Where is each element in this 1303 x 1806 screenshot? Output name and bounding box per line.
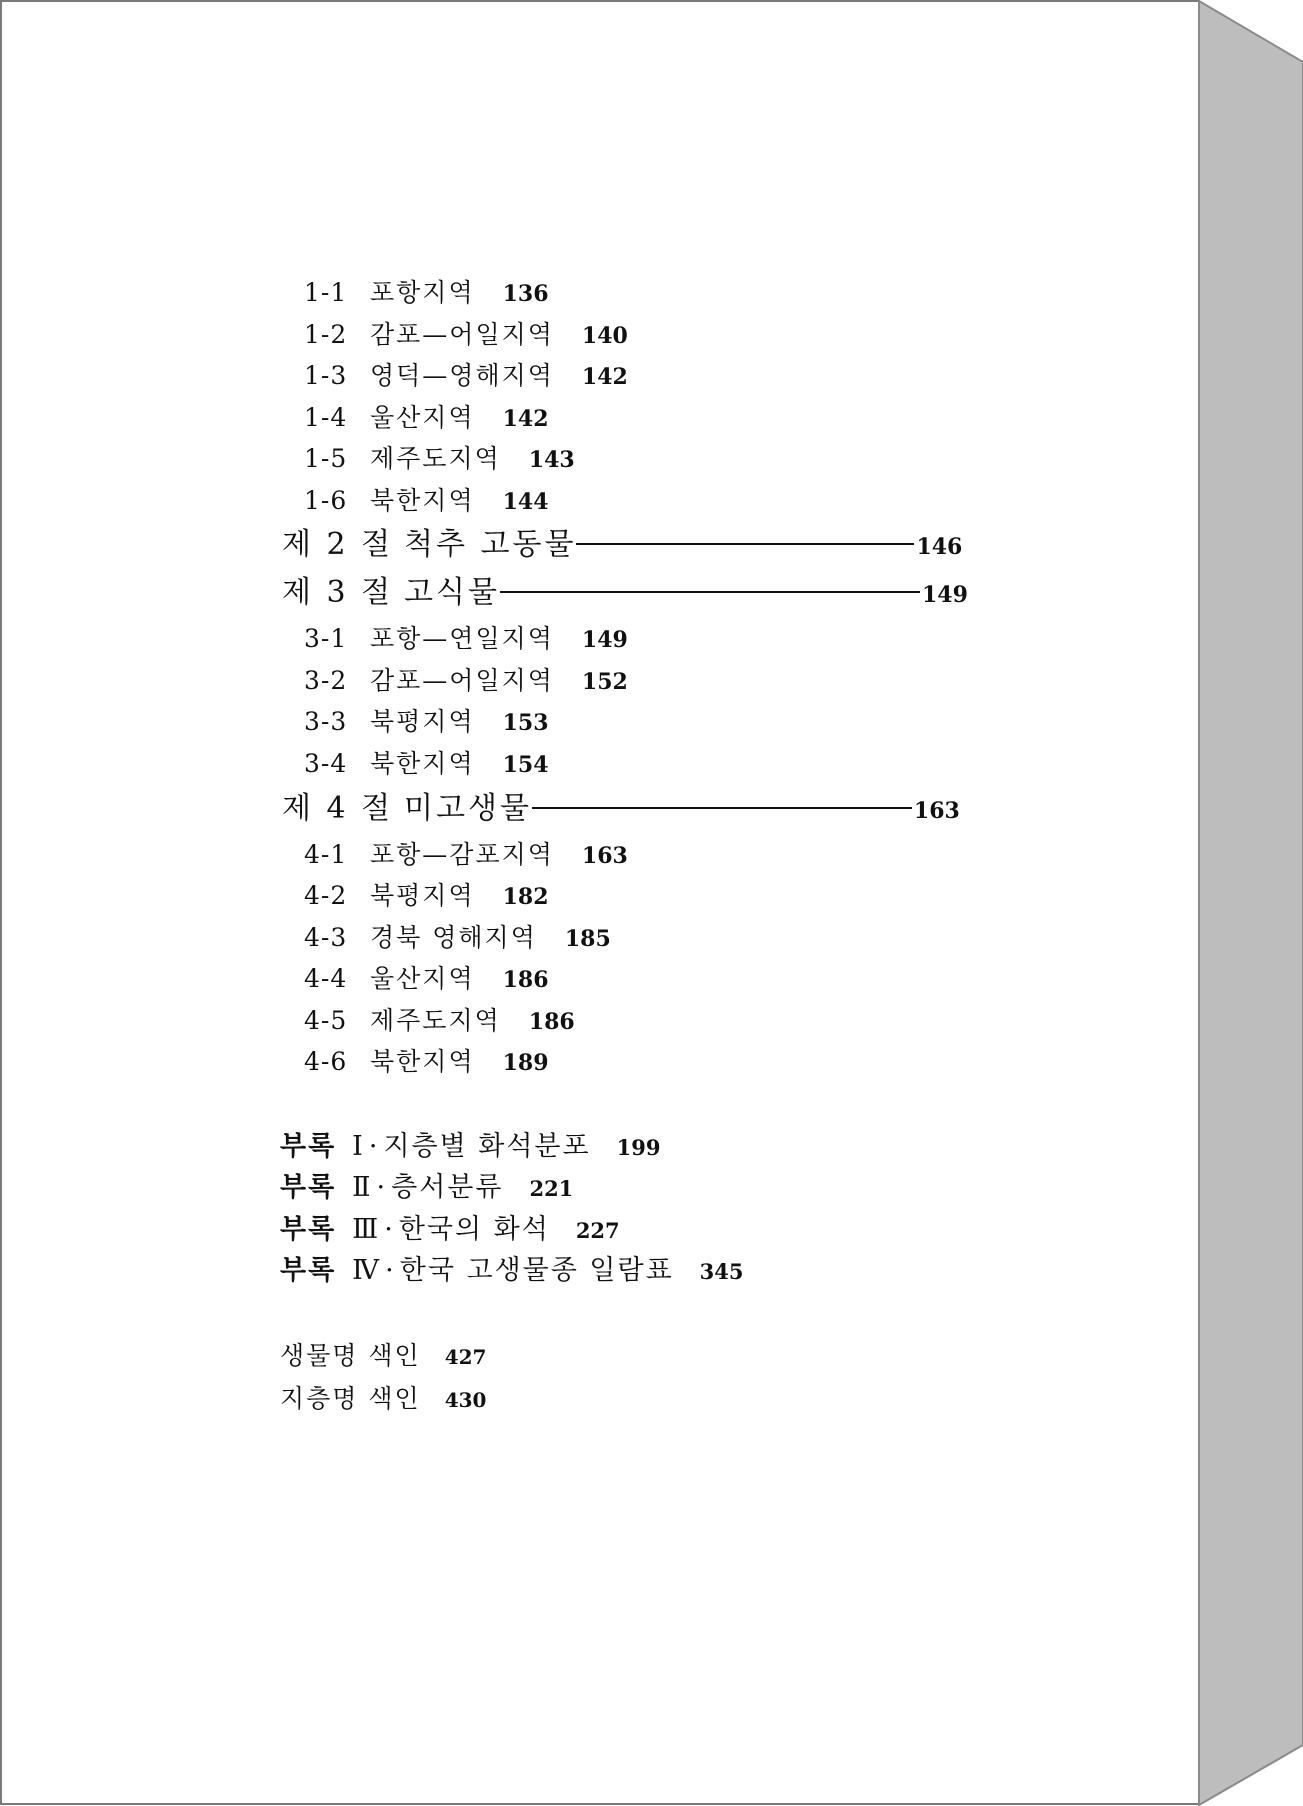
- appendix-label: 부록: [280, 1131, 337, 1162]
- section-title: 미고생물: [404, 791, 532, 826]
- entry-number: 4-2: [304, 881, 348, 910]
- appendix-title: 지층별 화석분포: [383, 1131, 591, 1162]
- dot-leader: [500, 591, 920, 593]
- toc-entry: [304, 280, 549, 305]
- entry-number: 3-4: [304, 749, 348, 778]
- entry-number: 4-5: [304, 1006, 348, 1035]
- toc-entry: [304, 1008, 575, 1033]
- section-title: 척추 고동물: [404, 527, 577, 562]
- toc-entry: [304, 966, 549, 991]
- entry-number: 3-3: [304, 707, 348, 736]
- entry-title: 제주도지역: [370, 1006, 501, 1035]
- index-title: 생물명 색인: [280, 1341, 421, 1370]
- entry-number: 1-3: [304, 361, 348, 390]
- appendix-label: 부록: [280, 1214, 337, 1245]
- entry-title: 포항지역: [370, 278, 475, 307]
- entry-title: 북평지역: [370, 707, 475, 736]
- toc-entry: [304, 1049, 549, 1074]
- entry-title: 울산지역: [370, 403, 475, 432]
- section-title: 고식물: [404, 575, 500, 610]
- entry-page: 152: [581, 669, 628, 695]
- entry-page: 154: [502, 752, 549, 778]
- section-label: 제 2 절: [282, 527, 394, 562]
- entry-page: 149: [581, 627, 628, 653]
- toc-entry: [304, 668, 628, 693]
- dot-leader: [532, 807, 912, 809]
- book-side-edge: [1199, 1, 1303, 1805]
- entry-title: 북한지역: [370, 486, 475, 515]
- entry-page: 182: [502, 884, 549, 910]
- appendix-numeral: Ⅲ: [352, 1214, 379, 1245]
- entry-page: 185: [564, 926, 611, 952]
- entry-title: 영덕—영해지역: [370, 361, 554, 390]
- appendix-page: 199: [616, 1135, 661, 1160]
- toc-entry: [304, 709, 549, 734]
- appendix-title: 층서분류: [391, 1172, 504, 1203]
- section-page: 146: [916, 534, 963, 560]
- section-label: 제 4 절: [282, 791, 394, 826]
- section-page: 149: [921, 582, 968, 608]
- index-title: 지층명 색인: [280, 1384, 421, 1413]
- appendix-entry: [280, 1257, 744, 1284]
- separator-dot: ·: [376, 1172, 386, 1203]
- toc-entry: [304, 883, 549, 908]
- appendix-page: 221: [529, 1176, 574, 1201]
- section-heading: [282, 791, 960, 826]
- appendix-numeral: Ⅰ: [352, 1131, 363, 1162]
- appendix-numeral: Ⅱ: [352, 1172, 371, 1203]
- entry-title: 포항—연일지역: [370, 624, 554, 653]
- entry-page: 140: [581, 323, 628, 349]
- entry-number: 4-3: [304, 923, 348, 952]
- entry-number: 1-1: [304, 278, 348, 307]
- appendix-title: 한국의 화석: [398, 1214, 550, 1245]
- index-entry: [280, 1343, 486, 1368]
- entry-page: 144: [502, 489, 549, 515]
- entry-number: 4-1: [304, 840, 348, 869]
- entry-number: 4-4: [304, 964, 348, 993]
- entry-number: 3-1: [304, 624, 348, 653]
- section-heading: [282, 527, 963, 562]
- appendix-entry: [280, 1216, 620, 1243]
- entry-title: 경북 영해지역: [370, 923, 537, 952]
- separator-dot: ·: [384, 1214, 393, 1245]
- entry-title: 감포—어일지역: [370, 320, 554, 349]
- index-page: 427: [444, 1345, 487, 1369]
- entry-page: 163: [581, 843, 628, 869]
- entry-title: 북한지역: [370, 749, 475, 778]
- entry-title: 제주도지역: [370, 444, 501, 473]
- entry-title: 울산지역: [370, 964, 475, 993]
- entry-number: 1-6: [304, 486, 348, 515]
- entry-page: 142: [581, 364, 628, 390]
- entry-number: 3-2: [304, 666, 348, 695]
- section-label: 제 3 절: [282, 575, 394, 610]
- entry-title: 북평지역: [370, 881, 475, 910]
- toc-entry: [304, 446, 575, 471]
- appendix-label: 부록: [280, 1255, 337, 1286]
- toc-entry: [304, 363, 628, 388]
- toc-entry: [304, 405, 549, 430]
- entry-title: 포항—감포지역: [370, 840, 554, 869]
- entry-title: 감포—어일지역: [370, 666, 554, 695]
- appendix-page: 227: [575, 1218, 620, 1243]
- toc-entry: [304, 322, 628, 347]
- entry-title: 북한지역: [370, 1047, 475, 1076]
- appendix-entry: [280, 1133, 660, 1160]
- entry-page: 189: [502, 1050, 549, 1076]
- index-page: 430: [444, 1388, 487, 1412]
- section-page: 163: [913, 798, 960, 824]
- toc-entry: [304, 925, 611, 950]
- appendix-title: 한국 고생물종 일람표: [399, 1255, 674, 1286]
- toc-entry: [304, 626, 628, 651]
- entry-page: 143: [528, 447, 575, 473]
- entry-number: 4-6: [304, 1047, 348, 1076]
- appendix-numeral: Ⅳ: [352, 1255, 380, 1286]
- entry-page: 186: [502, 967, 549, 993]
- separator-dot: ·: [385, 1255, 394, 1286]
- index-entry: [280, 1386, 486, 1411]
- entry-number: 1-2: [304, 320, 348, 349]
- entry-page: 186: [528, 1009, 575, 1035]
- entry-page: 142: [502, 406, 549, 432]
- toc-entry: [304, 751, 549, 776]
- entry-page: 136: [502, 281, 549, 307]
- appendix-entry: [280, 1174, 573, 1201]
- entry-number: 1-5: [304, 444, 348, 473]
- appendix-page: 345: [699, 1259, 744, 1284]
- toc-entry: [304, 488, 549, 513]
- separator-dot: ·: [368, 1131, 378, 1162]
- appendix-label: 부록: [280, 1172, 337, 1203]
- toc-entry: [304, 842, 628, 867]
- dot-leader: [576, 543, 914, 545]
- entry-number: 1-4: [304, 403, 348, 432]
- section-heading: [282, 575, 968, 610]
- entry-page: 153: [502, 710, 549, 736]
